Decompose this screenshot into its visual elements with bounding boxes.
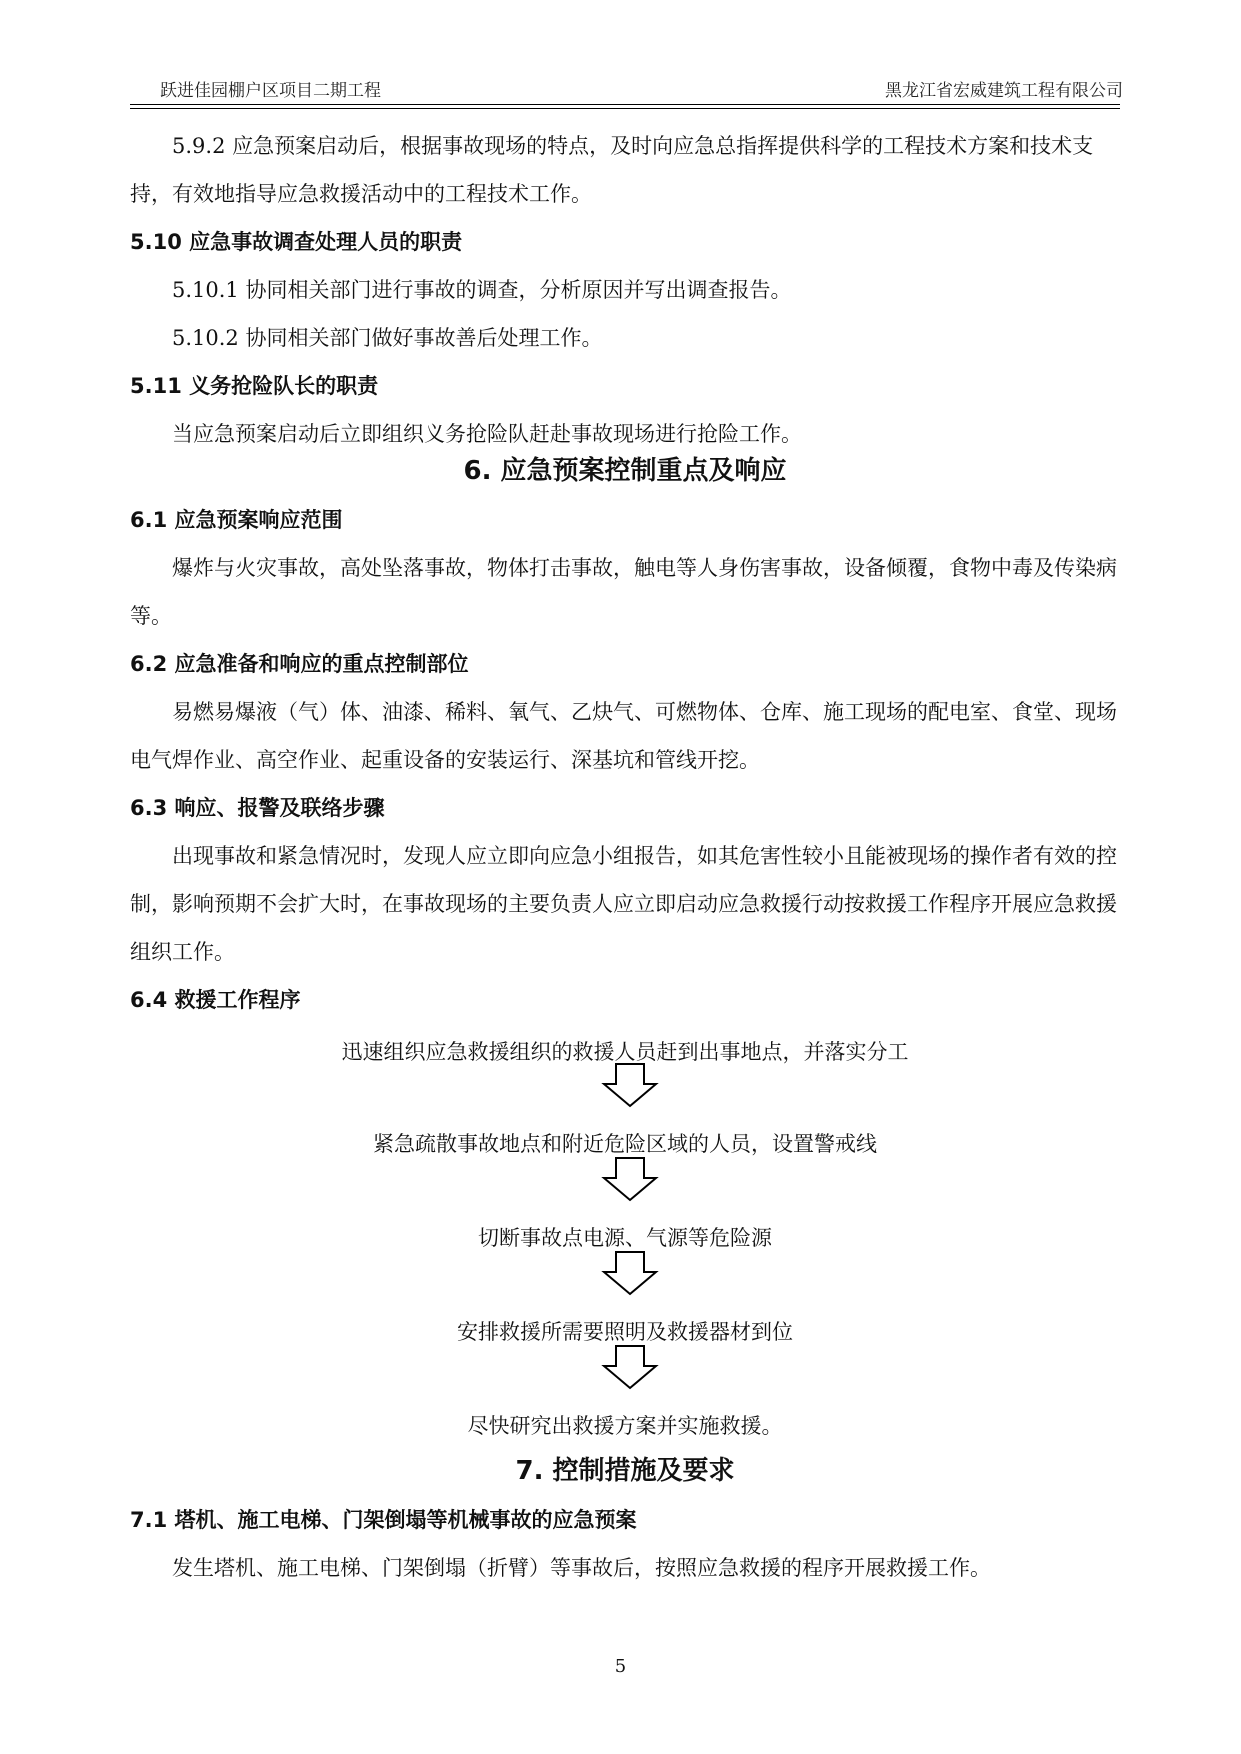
down-arrow-icon	[600, 1344, 660, 1390]
para-5-10-2: 5.10.2 协同相关部门做好事故善后处理工作。	[172, 326, 603, 350]
para-6-3: 出现事故和紧急情况时，发现人应立即向应急小组报告，如其危害性较小且能被现场的操作者有效的控制，影响预期不会扩大时，在事故现场的主要负责人应立即启动应急救援行动按救援工作程序开展应急救援组织工作。	[130, 844, 1117, 964]
para-5-11: 当应急预案启动后立即组织义务抢险队赶赴事故现场进行抢险工作。	[172, 422, 802, 446]
down-arrow-icon	[600, 1062, 660, 1108]
heading-5-10: 5.10 应急事故调查处理人员的职责	[130, 230, 463, 254]
section-5-block	[130, 122, 1120, 458]
heading-section-7: 7. 控制措施及要求	[515, 1456, 735, 1486]
para-6-1: 爆炸与火灾事故，高处坠落事故，物体打击事故，触电等人身伤害事故，设备倾覆，食物中毒及传染病等。	[130, 556, 1117, 628]
flow-step-1: 迅速组织应急救援组织的救援人员赶到出事地点，并落实分工	[341, 1040, 909, 1064]
para-7-1: 发生塔机、施工电梯、门架倒塌（折臂）等事故后，按照应急救援的程序开展救援工作。	[172, 1556, 991, 1580]
heading-section-6: 6. 应急预案控制重点及响应	[463, 456, 787, 486]
header-rule-top	[130, 104, 1120, 105]
heading-6-3: 6.3 响应、报警及联络步骤	[130, 796, 385, 820]
heading-6-2: 6.2 应急准备和响应的重点控制部位	[130, 652, 469, 676]
section-7-block	[130, 1496, 1120, 1592]
para-5-9-2: 5.9.2 应急预案启动后，根据事故现场的特点，及时向应急总指挥提供科学的工程技术方案和技术支持，有效地指导应急救援活动中的工程技术工作。	[130, 134, 1094, 206]
flow-step-5: 尽快研究出救援方案并实施救援。	[467, 1414, 783, 1438]
header-rule-bottom	[130, 108, 1120, 109]
flow-step-3: 切断事故点电源、气源等危险源	[478, 1226, 772, 1250]
heading-6-4: 6.4 救援工作程序	[130, 988, 301, 1012]
header-project-name: 跃进佳园棚户区项目二期工程	[160, 81, 381, 101]
down-arrow-icon	[600, 1156, 660, 1202]
down-arrow-icon	[600, 1250, 660, 1296]
heading-7-1: 7.1 塔机、施工电梯、门架倒塌等机械事故的应急预案	[130, 1508, 637, 1532]
para-5-10-1: 5.10.1 协同相关部门进行事故的调查，分析原因并写出调查报告。	[172, 278, 792, 302]
flow-step-2: 紧急疏散事故地点和附近危险区域的人员，设置警戒线	[373, 1132, 877, 1156]
header-company-name: 黑龙江省宏威建筑工程有限公司	[885, 81, 1123, 101]
para-6-2: 易燃易爆液（气）体、油漆、稀料、氧气、乙炔气、可燃物体、仓库、施工现场的配电室、食堂、现场电气焊作业、高空作业、起重设备的安装运行、深基坑和管线开挖。	[130, 700, 1117, 772]
heading-6-1: 6.1 应急预案响应范围	[130, 508, 343, 532]
page-number: 5	[614, 1656, 627, 1677]
section-6-block	[130, 496, 1120, 1024]
flow-step-4: 安排救援所需要照明及救援器材到位	[457, 1320, 793, 1344]
heading-5-11: 5.11 义务抢险队长的职责	[130, 374, 379, 398]
